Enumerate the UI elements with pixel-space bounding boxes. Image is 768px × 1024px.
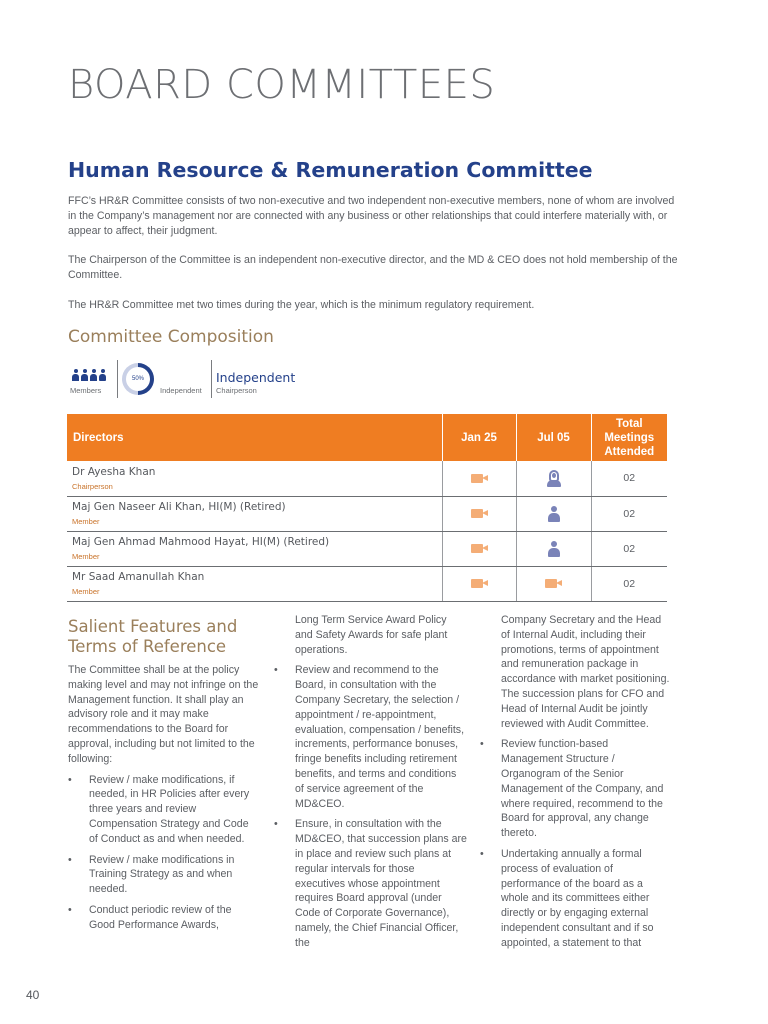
table-row [67, 566, 667, 601]
attendance-cell-jan [442, 531, 516, 566]
divider [211, 360, 212, 398]
director-role: Member [72, 517, 100, 526]
list-item: • Review function-based Management Structure / Organogram of the Senior Management of the Company, and where required, recommend to the Board for approval, any change thereto. [480, 737, 670, 841]
total-meetings-cell: 02 [591, 496, 667, 531]
list-item: • Review / make modifications, if needed, in HR Policies after every three years and review Compensation Strategy and Code of Conduct as and when needed. [68, 773, 260, 847]
director-cell [67, 531, 442, 566]
director-name: Dr Ayesha Khan [72, 465, 156, 478]
salient-column-2 [274, 613, 467, 951]
table-row [67, 531, 667, 566]
table-header-row [67, 414, 667, 461]
continued-text: Company Secretary and the Head of Internal Audit, including their promotions, terms of appointment and remuneration package in accordance with market positioning. The succession plans for CFO and Head of Internal Audit be jointly reviewed with Audit Committee. [501, 614, 670, 730]
attendance-cell-jul [516, 496, 591, 531]
table-row [67, 496, 667, 531]
director-role: Member [72, 587, 100, 596]
attendance-cell-jul [516, 566, 591, 601]
director-cell [67, 461, 442, 496]
page-title: BOARD COMMITTEES [68, 62, 496, 108]
lady-person-icon [99, 369, 113, 386]
attendance-cell-jul [516, 461, 591, 496]
total-meetings-cell: 02 [591, 461, 667, 496]
director-cell [67, 566, 442, 601]
attendance-table [67, 414, 667, 602]
director-name: Mr Saad Amanullah Khan [72, 571, 205, 583]
salient-intro: The Committee shall be at the policy making level and may not infringe on the Management function. It shall play an advisory role and it may make recommendations to the Board for approval, including but not limited to the following: [68, 664, 259, 765]
video-icon [471, 508, 488, 519]
section-subtitle: Human Resource & Remuneration Committee [68, 158, 593, 182]
independent-label: Independent [160, 386, 202, 395]
total-meetings-cell: 02 [591, 531, 667, 566]
attendance-cell-jan [442, 496, 516, 531]
person-icon [548, 506, 560, 522]
chairperson-status: Independent [216, 370, 296, 385]
header-directors: Directors [67, 414, 442, 461]
salient-heading: Salient Features and Terms of Reference [68, 617, 238, 656]
header-date-jul: Jul 05 [516, 414, 591, 461]
person-icon [72, 369, 79, 383]
person-icon [81, 369, 88, 383]
director-role: Member [72, 552, 100, 561]
donut-percentage: 50% [126, 367, 150, 391]
composition-heading: Committee Composition [68, 327, 274, 347]
attendance-cell-jul [516, 531, 591, 566]
attendance-cell-jan [442, 461, 516, 496]
list-item: • Review and recommend to the Board, in consultation with the Company Secretary, the selection / appointment / re-appointment, evaluation, compensation / benefits, increments, performance bonuses, fringe benefits including retirement benefits, and terms and conditions of service agreement of the MD&CEO. [274, 663, 467, 811]
members-icon-group [72, 369, 113, 386]
table-row [67, 461, 667, 496]
independent-donut-chart [122, 363, 154, 395]
salient-column-3 [480, 613, 670, 951]
divider [117, 360, 118, 398]
header-total-meetings: Total Meetings Attended [591, 414, 667, 461]
video-icon [471, 578, 488, 589]
list-item: • Conduct periodic review of the Good Performance Awards, [68, 903, 260, 933]
attendance-cell-jan [442, 566, 516, 601]
person-icon [90, 369, 97, 383]
total-meetings-cell: 02 [591, 566, 667, 601]
continued-text: Long Term Service Award Policy and Safety Awards for safe plant operations. [295, 614, 448, 656]
director-name: Maj Gen Naseer Ali Khan, HI(M) (Retired) [72, 501, 286, 513]
members-label: Members [70, 386, 102, 395]
video-icon [471, 473, 488, 484]
lady-icon [547, 470, 561, 487]
list-item: • Undertaking annually a formal process of evaluation of performance of the board as a whole and its committees either directly or by engaging external independent consultant and if so appointed, a statement to that [480, 847, 670, 951]
intro-paragraph: FFC’s HR&R Committee consists of two non-executive and two independent non-executive members, none of whom are involved in the Company’s management nor are connected with any business or other relationships that could interfere materially with, or appear to affect, their judgment. [68, 195, 675, 237]
director-name: Maj Gen Ahmad Mahmood Hayat, HI(M) (Retired) [72, 536, 330, 548]
page-number: 40 [26, 988, 40, 1002]
director-cell [67, 496, 442, 531]
video-icon [545, 578, 562, 589]
list-item: • Ensure, in consultation with the MD&CEO, that succession plans are in place and review such plans at regular intervals for those executives whose appointment requires Board approval (under Code of Corporate Governance), namely, the Chief Financial Officer, the [274, 817, 467, 950]
composition-summary [70, 360, 330, 400]
director-role: Chairperson [72, 481, 113, 491]
chairperson-label: Chairperson [216, 386, 257, 395]
list-item: • Review / make modifications in Training Strategy as and when needed. [68, 853, 260, 897]
video-icon [471, 543, 488, 554]
header-date-jan: Jan 25 [442, 414, 516, 461]
person-icon [548, 541, 560, 557]
intro-paragraph: The HR&R Committee met two times during the year, which is the minimum regulatory requirement. [68, 299, 535, 311]
intro-paragraph: The Chairperson of the Committee is an independent non-executive director, and the MD & CEO does not hold membership of the Committee. [68, 254, 678, 281]
salient-column-1 [68, 663, 260, 933]
